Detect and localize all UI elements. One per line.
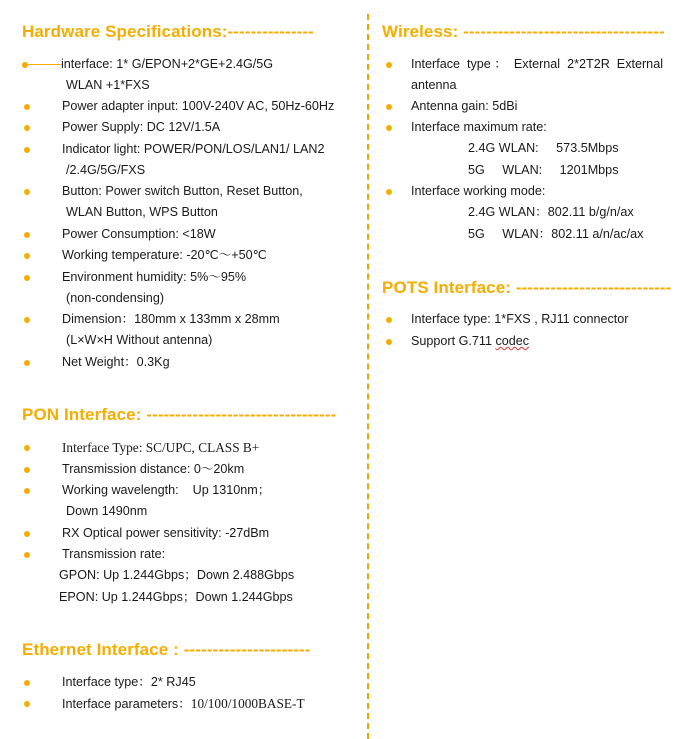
- hardware-item-power-supply: Power Supply: DC 12V/1.5A: [22, 117, 220, 138]
- hardware-item-power-adapter: Power adapter input: 100V-240V AC, 50Hz-60Hz: [22, 96, 334, 117]
- pon-item-interface-type: Interface Type: SC/UPC, CLASS B+: [22, 437, 259, 458]
- bullet-icon: [24, 147, 30, 153]
- bullet-icon: [386, 125, 392, 131]
- hardware-item-interface: interface: 1* G/EPON+2*GE+2.4G/5G WLAN +1*FXS: [22, 54, 273, 97]
- hardware-item-net-weight: Net Weight：0.3Kg: [22, 352, 170, 373]
- pon-item-rx-sensitivity: RX Optical power sensitivity: -27dBm: [22, 523, 269, 544]
- wireless-item-working-mode: Interface working mode: 2.4G WLAN：802.11 b/g/n/ax 5G WLAN：802.11 a/n/ac/ax: [382, 181, 643, 245]
- bullet-icon: [24, 445, 30, 451]
- pots-item-interface-type: Interface type: 1*FXS , RJ11 connector: [382, 309, 628, 330]
- wireless-heading: Wireless: -----------------------------------: [382, 22, 665, 41]
- bullet-icon: [386, 339, 392, 345]
- bullet-icon: [386, 189, 392, 195]
- bullet-icon: [24, 552, 30, 558]
- column-divider: [367, 14, 369, 739]
- hardware-item-power-consumption: Power Consumption: <18W: [22, 224, 216, 245]
- bullet-leader-line: [26, 64, 62, 65]
- pon-interface-heading: PON Interface: ---------------------------------: [22, 405, 337, 424]
- bullet-icon: [24, 104, 30, 110]
- wireless-item-max-rate: Interface maximum rate: 2.4G WLAN: 573.5Mbps 5G WLAN: 1201Mbps: [382, 117, 619, 181]
- hardware-item-dimension: Dimension：180mm x 133mm x 28mm (L×W×H Without antenna): [22, 309, 280, 352]
- hardware-item-working-temperature: Working temperature: -20℃～+50℃: [22, 245, 267, 266]
- pots-item-codec: Support G.711 codec: [382, 331, 529, 352]
- ethernet-item-interface-type: Interface type：2* RJ45: [22, 672, 196, 693]
- pon-item-transmission-rate: Transmission rate: GPON: Up 1.244Gbps；Down 2.488Gbps EPON: Up 1.244Gbps；Down 1.244Gbps: [22, 544, 294, 608]
- hardware-item-indicator-light: Indicator light: POWER/PON/LOS/LAN1/ LAN2 /2.4G/5G/FXS: [22, 139, 324, 182]
- bullet-icon: [24, 317, 30, 323]
- pon-item-transmission-distance: Transmission distance: 0～20km: [22, 459, 244, 480]
- ethernet-interface-heading: Ethernet Interface : ----------------------: [22, 640, 311, 659]
- bullet-icon: [386, 62, 392, 68]
- bullet-icon: [24, 680, 30, 686]
- bullet-icon: [24, 467, 30, 473]
- bullet-icon: [24, 531, 30, 537]
- hardware-item-button: Button: Power switch Button, Reset Button, WLAN Button, WPS Button: [22, 181, 303, 224]
- hardware-item-environment-humidity: Environment humidity: 5%～95% (non-condensing): [22, 267, 246, 310]
- bullet-icon: [24, 360, 30, 366]
- hardware-specifications-heading: Hardware Specifications:---------------: [22, 22, 314, 41]
- bullet-icon: [24, 701, 30, 707]
- pon-item-working-wavelength: Working wavelength: Up 1310nm； Down 1490nm: [22, 480, 270, 523]
- bullet-icon: [24, 488, 30, 494]
- wireless-item-antenna-gain: Antenna gain: 5dBi: [382, 96, 517, 117]
- bullet-icon: [24, 189, 30, 195]
- bullet-icon: [24, 232, 30, 238]
- bullet-icon: [24, 275, 30, 281]
- pots-interface-heading: POTS Interface: ---------------------------: [382, 278, 672, 297]
- bullet-icon: [24, 125, 30, 131]
- bullet-icon: [24, 253, 30, 259]
- bullet-icon: [386, 104, 392, 110]
- wireless-item-interface-type: Interface type ： External 2*2T2R External antenna: [382, 54, 663, 97]
- bullet-icon: [386, 317, 392, 323]
- ethernet-item-interface-parameters: Interface parameters：10/100/1000BASE-T: [22, 693, 305, 715]
